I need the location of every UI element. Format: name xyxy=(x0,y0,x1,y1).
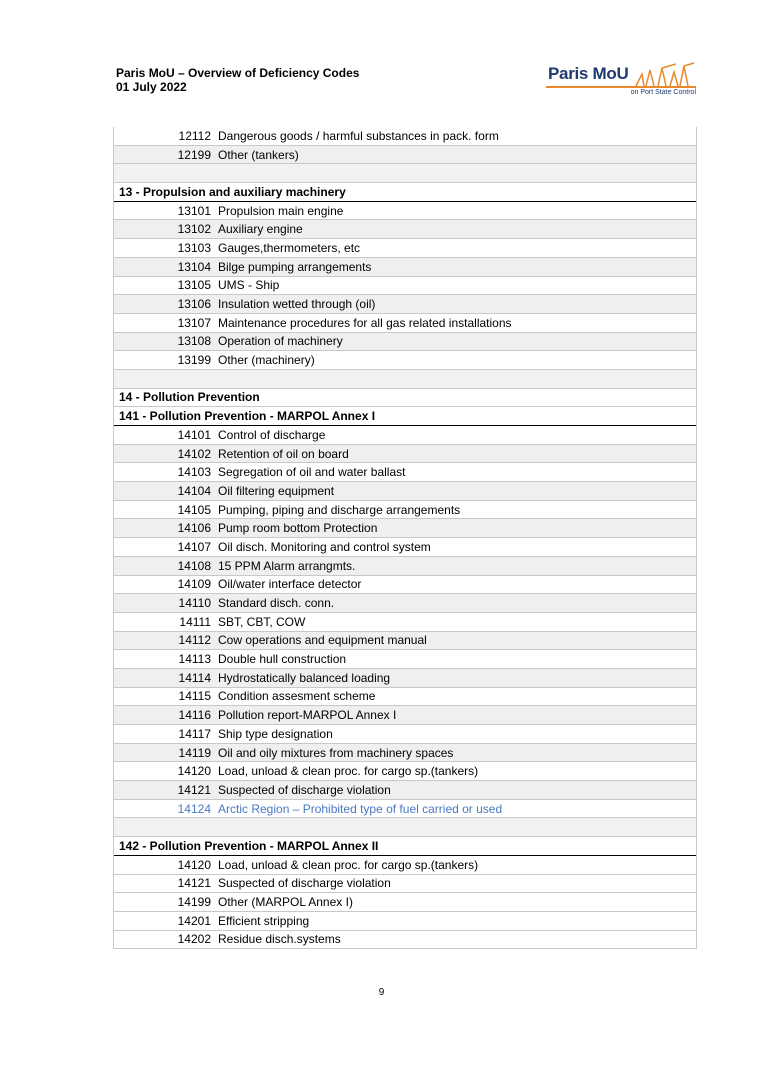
deficiency-code: 14120 xyxy=(177,764,211,779)
table-row xyxy=(114,576,696,595)
table-row xyxy=(114,333,696,352)
section-heading: 141 - Pollution Prevention - MARPOL Annex I xyxy=(114,407,696,426)
harbor-cranes-icon xyxy=(632,62,696,86)
deficiency-description: Double hull construction xyxy=(218,652,347,667)
deficiency-description: Efficient stripping xyxy=(218,913,310,928)
deficiency-code: 13106 xyxy=(177,297,211,312)
table-row xyxy=(114,295,696,314)
deficiency-code: 14199 xyxy=(177,895,211,910)
table-row xyxy=(114,277,696,296)
table-row xyxy=(114,632,696,651)
table-row xyxy=(114,557,696,576)
deficiency-code: 14108 xyxy=(177,558,211,573)
spacer-row xyxy=(114,818,696,837)
spacer-row xyxy=(114,370,696,389)
deficiency-code: 14112 xyxy=(178,633,211,648)
page-number: 9 xyxy=(378,987,385,998)
deficiency-description: Dangerous goods / harmful substances in pack. form xyxy=(218,128,499,143)
deficiency-description: Pollution report-MARPOL Annex I xyxy=(218,708,397,723)
deficiency-code: 13199 xyxy=(177,353,211,368)
deficiency-code: 14105 xyxy=(177,502,211,517)
table-row xyxy=(114,463,696,482)
deficiency-code: 14102 xyxy=(177,446,211,461)
deficiency-description: Operation of machinery xyxy=(218,334,343,349)
deficiency-code: 14115 xyxy=(178,689,211,704)
table-row xyxy=(114,669,696,688)
deficiency-description: Other (MARPOL Annex I) xyxy=(218,895,353,910)
deficiency-code: 13107 xyxy=(177,315,211,330)
deficiency-description: Control of discharge xyxy=(218,427,326,442)
deficiency-code: 14201 xyxy=(177,913,211,928)
deficiency-description: Other (machinery) xyxy=(218,353,315,368)
table-row xyxy=(114,706,696,725)
table-row xyxy=(114,220,696,239)
table-row xyxy=(114,744,696,763)
deficiency-description: Oil and oily mixtures from machinery spaces xyxy=(218,745,454,760)
deficiency-code: 12112 xyxy=(178,128,211,143)
deficiency-description: Oil/water interface detector xyxy=(218,577,362,592)
deficiency-description: SBT, CBT, COW xyxy=(218,614,306,629)
deficiency-description: Standard disch. conn. xyxy=(218,596,335,611)
logo-text: Paris MoU xyxy=(548,64,629,83)
deficiency-code: 14202 xyxy=(177,932,211,947)
deficiency-code: 14101 xyxy=(177,427,211,442)
deficiency-description: Suspected of discharge violation xyxy=(218,782,391,797)
document-date: 01 July 2022 xyxy=(116,80,187,94)
deficiency-code: 13108 xyxy=(177,334,211,349)
deficiency-code: 14110 xyxy=(178,596,211,611)
table-row xyxy=(114,594,696,613)
paris-mou-logo xyxy=(546,62,696,100)
deficiency-code: 14106 xyxy=(177,521,211,536)
deficiency-description: Condition assesment scheme xyxy=(218,689,376,704)
deficiency-description: Maintenance procedures for all gas related installations xyxy=(218,315,512,330)
deficiency-code: 14124 xyxy=(177,801,211,816)
deficiency-description: Insulation wetted through (oil) xyxy=(218,297,376,312)
deficiency-code: 13102 xyxy=(177,222,211,237)
table-row xyxy=(114,931,696,950)
deficiency-code: 14121 xyxy=(177,876,211,891)
deficiency-description: Load, unload & clean proc. for cargo sp.(tankers) xyxy=(218,764,479,779)
table-row xyxy=(114,482,696,501)
deficiency-description: Cow operations and equipment manual xyxy=(218,633,427,648)
table-row xyxy=(114,856,696,875)
table-row xyxy=(114,688,696,707)
deficiency-description: Auxiliary engine xyxy=(218,222,303,237)
table-row xyxy=(114,762,696,781)
table-row xyxy=(114,258,696,277)
deficiency-description: Suspected of discharge violation xyxy=(218,876,391,891)
deficiency-code: 14109 xyxy=(177,577,211,592)
document-title: Paris MoU – Overview of Deficiency Codes xyxy=(116,66,360,80)
deficiency-code: 12199 xyxy=(177,147,211,162)
deficiency-description: Load, unload & clean proc. for cargo sp.(tankers) xyxy=(218,857,479,872)
table-row xyxy=(114,893,696,912)
section-heading: 142 - Pollution Prevention - MARPOL Annex II xyxy=(114,837,696,856)
deficiency-code: 14103 xyxy=(177,465,211,480)
deficiency-code: 14107 xyxy=(177,539,211,554)
deficiency-code: 14111 xyxy=(179,614,211,629)
deficiency-description: Gauges,thermometers, etc xyxy=(218,240,361,255)
deficiency-code: 14116 xyxy=(178,708,211,723)
spacer-row xyxy=(114,164,696,183)
table-row xyxy=(114,445,696,464)
deficiency-code: 14104 xyxy=(177,483,211,498)
deficiency-description: Propulsion main engine xyxy=(218,203,344,218)
deficiency-code: 14120 xyxy=(177,857,211,872)
deficiency-description: Retention of oil on board xyxy=(218,446,349,461)
deficiency-code: 14113 xyxy=(178,652,211,667)
document-header xyxy=(116,66,359,94)
table-row xyxy=(114,725,696,744)
table-row xyxy=(114,912,696,931)
deficiency-description: Pump room bottom Protection xyxy=(218,521,378,536)
deficiency-code: 14119 xyxy=(178,745,211,760)
table-row xyxy=(114,781,696,800)
table-row xyxy=(114,202,696,221)
deficiency-code: 13105 xyxy=(177,278,211,293)
table-row xyxy=(114,146,696,165)
table-row xyxy=(114,127,696,146)
deficiency-description: Residue disch.systems xyxy=(218,932,341,947)
deficiency-code: 13101 xyxy=(177,203,211,218)
deficiency-code: 13104 xyxy=(177,259,211,274)
table-row xyxy=(114,800,696,819)
logo-underline xyxy=(546,86,696,88)
deficiency-description: Bilge pumping arrangements xyxy=(218,259,372,274)
deficiency-code: 14117 xyxy=(178,726,211,741)
deficiency-codes-table xyxy=(113,127,697,949)
deficiency-description: Other (tankers) xyxy=(218,147,299,162)
deficiency-description: Pumping, piping and discharge arrangements xyxy=(218,502,461,517)
table-row xyxy=(114,519,696,538)
section-heading: 13 - Propulsion and auxiliary machinery xyxy=(114,183,696,202)
logo-tagline: on Port State Control xyxy=(630,89,696,96)
deficiency-code: 13103 xyxy=(177,240,211,255)
table-row xyxy=(114,538,696,557)
table-row xyxy=(114,314,696,333)
deficiency-description: Hydrostatically balanced loading xyxy=(218,670,391,685)
deficiency-description: Oil filtering equipment xyxy=(218,483,335,498)
deficiency-description: 15 PPM Alarm arrangmts. xyxy=(218,558,356,573)
table-row xyxy=(114,351,696,370)
table-row xyxy=(114,650,696,669)
deficiency-description: Oil disch. Monitoring and control system xyxy=(218,539,431,554)
table-row xyxy=(114,501,696,520)
table-row xyxy=(114,426,696,445)
table-row xyxy=(114,239,696,258)
deficiency-description: Segregation of oil and water ballast xyxy=(218,465,406,480)
deficiency-code: 14121 xyxy=(177,782,211,797)
deficiency-description: Ship type designation xyxy=(218,726,333,741)
section-heading: 14 - Pollution Prevention xyxy=(114,389,696,408)
deficiency-code: 14114 xyxy=(178,670,211,685)
table-row xyxy=(114,613,696,632)
deficiency-description: Arctic Region – Prohibited type of fuel carried or used xyxy=(218,801,503,816)
table-row xyxy=(114,875,696,894)
deficiency-description: UMS - Ship xyxy=(218,278,280,293)
